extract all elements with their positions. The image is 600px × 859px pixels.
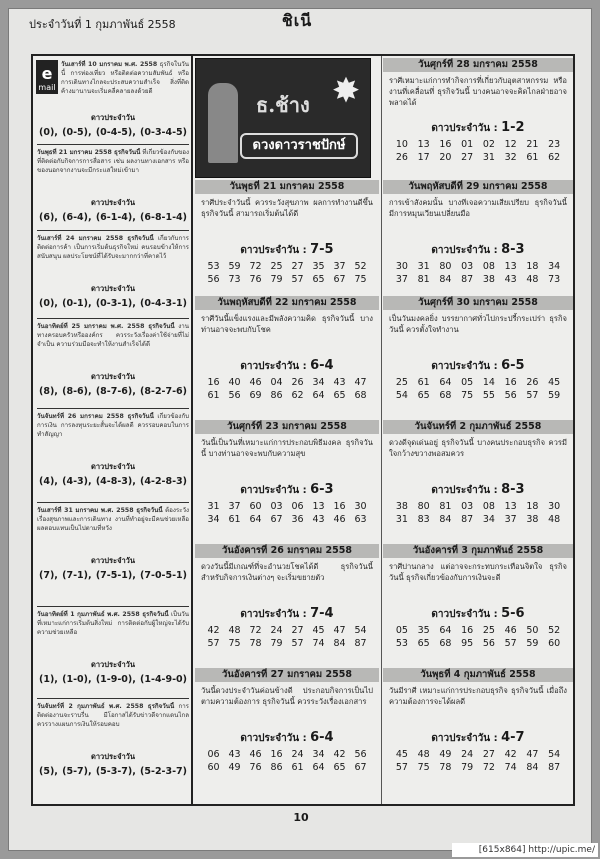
star-label: ดาวประจำวัน [90,660,136,669]
block-heading: วันอังคารที่ 27 มกราคม 2558 [195,668,379,682]
block-text: ดวงวันนี้มีเกณฑ์ที่จะอำนวยโชคได้ดี ธุรกิจวันนี้ สำหรับกิจการเงินต่างๆ จะเริ่มขยายตัว [201,562,373,582]
number-grid: 30 31 80 03 08 13 18 34 37 81 84 87 38 43 48 73 [395,261,561,285]
lucky-pair: (0-1), [62,298,92,309]
star-label: ดาวประจำวัน : [240,609,307,620]
lucky-pair: (5), [39,766,58,777]
lucky-pair: (5-2-3-7) [140,766,187,777]
star-number: 7-5 [310,242,334,257]
star-label: ดาวประจำวัน [90,284,136,293]
number-grid: 16 40 46 04 26 34 43 47 61 56 69 86 62 64 65 68 [207,377,367,401]
block-text: ราศีประจำวันนี้ ควรระวังสุขภาพ ผลการทำงานดีขึ้น ธุรกิจวันนี้ สามารถเริ่มต้นได้ดี [201,198,373,218]
lucky-pair: (1-4-9-0) [140,674,187,685]
lucky-pair: (8), [39,386,58,397]
lucky-pair: (7-5-1), [95,570,136,581]
star-number: 4-7 [501,730,525,745]
star-label: ดาวประจำวัน [90,113,136,122]
page-number: 10 [293,811,309,824]
column-banner [195,58,371,178]
lucky-pair: (8-7-6), [95,386,136,397]
left-column [33,56,193,804]
lucky-pair: (0), [39,127,58,138]
lucky-pair: (0-3-1), [95,298,136,309]
star-label: ดาวประจำวัน : [240,733,307,744]
lucky-pair: (6-4), [62,212,92,223]
newspaper-page [8,8,592,851]
block-heading: วันพุธที่ 4 กุมภาพันธ์ 2558 [383,668,573,682]
forecast-block [383,544,573,662]
lucky-pair: (5-7), [62,766,92,777]
block-text: ราศีปานกลาง แต่อาจจะกระทบกระเทือนจิตใจ ธุรกิจวันนี้ ธุรกิจเกี่ยวข้องกับการเงินจะดี [389,562,567,582]
lucky-pair: (0-4-5), [95,127,136,138]
left-entry: วันเสาร์ที่ 24 มกราคม 2558 ธุรกิจวันนี้ เกี่ยวกับการติดต่อการค้า เป็นการเริ่มต้นธุรกิจใหม่ คนรอบข้างให้การสนับสนุน ผลประโยชน์ที่ได้รับจะมากกว่าที่คาดไว้ ดาวประจำวัน (0), (0-1), (0-3-1), (0-4-3-1) [37,235,189,309]
number-grid: 45 48 49 24 27 42 47 54 57 75 78 79 72 74 84 87 [395,749,561,773]
forecast-block [195,668,379,802]
star-label: ดาวประจำวัน [90,198,136,207]
lucky-pair: (6), [39,212,58,223]
masthead-logo: ชิเนี [281,11,313,30]
forecast-block [195,544,379,662]
block-heading: วันอังคารที่ 26 มกราคม 2558 [195,544,379,558]
lucky-pair: (7-1), [62,570,92,581]
star-label: ดาวประจำวัน : [431,361,498,372]
divider [37,502,189,503]
lucky-pair: (4-3), [62,476,92,487]
number-grid: 42 48 72 24 27 45 47 54 57 75 78 79 57 74 84 87 [207,625,367,649]
block-heading: วันอังคารที่ 3 กุมภาพันธ์ 2558 [383,544,573,558]
number-grid: 38 80 81 03 08 13 18 30 31 83 84 87 34 37 38 48 [395,501,561,525]
left-entry: วันอาทิตย์ที่ 25 มกราคม พ.ศ. 2558 ธุรกิจวันนี้ งานทางครอบครัวหรือองค์กร ควรระวังเรื่องค่าใช้จ่ายที่ไม่จำเป็น ความร่วมมือจะทำให้งานสำเร็จได้ดี ดาวประจำวัน (8), (8-6), (8-7-6), (8-2-7-6) [37,323,189,397]
star-number: 6-3 [310,482,334,497]
lucky-pair: (4-8-3), [95,476,136,487]
lucky-pair: (0), [39,298,58,309]
star-number: 6-4 [310,730,334,745]
number-grid: 31 37 60 03 06 13 16 30 34 61 64 67 36 43 46 63 [207,501,367,525]
star-number: 6-4 [310,358,334,373]
number-grid: 05 35 64 16 25 46 50 52 53 65 68 95 56 57 59 60 [395,625,561,649]
content-frame [31,54,575,806]
column-divider [381,56,382,804]
block-text: วันนี้เป็นวันที่เหมาะแก่การประกอบพิธีมงคล ธุรกิจวันนี้ บางท่านอาจจะพบกับความสุข [201,438,373,458]
block-text: ราศีวันนี้แข็งแรงและมีพลังความคิด ธุรกิจวันนี้ บางท่านอาจจะพบกับโชค [201,314,373,334]
star-label: ดาวประจำวัน : [240,485,307,496]
lucky-pair: (1-0), [62,674,92,685]
block-text: วันมีราศี เหมาะแก่การประกอบธุรกิจ ธุรกิจวันนี้ เมื่อถึงความต้องการจะได้ผลดี [389,686,567,706]
lucky-pair: (6-1-4), [95,212,136,223]
lucky-pair: (1), [39,674,58,685]
star-label: ดาวประจำวัน : [431,123,498,134]
lucky-pair: (7-0-5-1) [140,570,187,581]
block-text: ดวงดีจุดเด่นอยู่ ธุรกิจวันนี้ บางคนประกอบธุรกิจ ควรมีใจกว้างขวางพอสมควร [389,438,567,458]
block-heading: วันศุกร์ที่ 30 มกราคม 2558 [383,296,573,310]
left-entry: วันเสาร์ที่ 10 มกราคม พ.ศ. 2558 ธุรกิจในวันนี้ การท่องเที่ยว หรือติดต่อความสัมพันธ์ หรือการเดินทางไกลจะประสบความสำเร็จ สิ่งที่ติดค้างมานานจะเริ่มคลี่คลายลงด้วยดี [61,61,189,95]
block-heading: วันพฤหัสบดีที่ 22 มกราคม 2558 [195,296,379,310]
left-entry: วันเสาร์ที่ 31 มกราคม พ.ศ. 2558 ธุรกิจวันนี้ ต้องระวังเรื่องสุขภาพและการเดินทาง งานที่ทำอยู่จะมีคนช่วยเหลือ ผลตอบแทนเป็นไปตามที่หวัง ดาวประจำวัน (7), (7-1), (7-5-1), (7-0-5-1) [37,507,189,581]
figure-illustration [208,83,238,163]
left-entry: วันอาทิตย์ที่ 1 กุมภาพันธ์ พ.ศ. 2558 ธุรกิจวันนี้ เป็นวันที่เหมาะแก่การเริ่มต้นสิ่งใหม่ การติดต่อกับผู้ใหญ่จะได้รับความช่วยเหลือ ดาวประจำวัน (1), (1-0), (1-9-0), (1-4-9-0) [37,611,189,685]
block-heading: วันพฤหัสบดีที่ 29 มกราคม 2558 [383,180,573,194]
star-number: 1-2 [501,120,525,135]
block-text: วันนี้ดวงประจำวันค่อนข้างดี ประกอบกิจการเป็นไปตามความต้องการ ธุรกิจวันนี้ ควรระวังเรื่องเอกสาร [201,686,373,706]
divider [37,606,189,607]
banner-title: ธ.ช้าง [256,93,310,117]
forecast-block [383,296,573,414]
star-label: ดาวประจำวัน : [431,485,498,496]
star-label: ดาวประจำวัน : [240,245,307,256]
block-heading: วันศุกร์ที่ 28 มกราคม 2558 [383,58,573,72]
left-entry: วันจันทร์ที่ 26 มกราคม 2558 ธุรกิจวันนี้ เกี่ยวข้องกับการเงิน การลงทุนระยะสั้นจะได้ผลดี ควรรอบคอบในการทำสัญญา ดาวประจำวัน (4), (4-3), (4-8-3), (4-2-8-3) [37,413,189,487]
number-grid: 53 59 72 25 27 35 37 52 56 73 76 79 57 65 67 75 [207,261,367,285]
star-number: 5-6 [501,606,525,621]
forecast-block [195,296,379,414]
block-heading: วันจันทร์ที่ 2 กุมภาพันธ์ 2558 [383,420,573,434]
number-grid: 25 61 64 05 14 16 26 45 54 65 68 75 55 56 57 59 [395,377,561,401]
star-number: 6-5 [501,358,525,373]
star-number: 8-3 [501,242,525,257]
lucky-pair: (8-2-7-6) [140,386,187,397]
number-grid: 10 13 16 01 02 12 21 23 26 17 20 27 31 32 61 62 [395,139,561,163]
block-text: เป็นวันมงคลยิ่ง บรรยากาศทั่วไปกระปรี้กระเปร่า ธุรกิจวันนี้ ควรตั้งใจทำงาน [389,314,567,334]
image-caption: [615x864] http://upic.me/ [452,843,598,857]
email-icon: e mail [36,60,58,94]
block-text: ราศีเหมาะแก่การทำกิจการที่เกี่ยวกับอุตสาหกรรม หรืองานที่เคลื่อนที่ ธุรกิจวันนี้ บางคนอาจจะคิดไกลฝ่ายอาจพลาดได้ [389,76,567,107]
star-number: 8-3 [501,482,525,497]
forecast-block [383,58,573,174]
divider [37,230,189,231]
forecast-block [195,180,379,290]
lucky-pair: (0-5), [62,127,92,138]
block-text: การเข้าสังคมนั้น บางทีเจอความเสียเปรียบ ธุรกิจวันนี้ มีการหมุนเวียนเปลี่ยนมือ [389,198,567,218]
left-entry: วันจันทร์ที่ 2 กุมภาพันธ์ พ.ศ. 2558 ธุรกิจวันนี้ การติดต่องานจะราบรื่น มีโอกาสได้รับข่าวดีจากแดนไกล ควรวางแผนการเงินให้รอบคอบ ดาวประจำวัน (5), (5-7), (5-3-7), (5-2-3-7) [37,703,189,777]
block-heading: วันศุกร์ที่ 23 มกราคม 2558 [195,420,379,434]
banner-subtitle: ดวงดาวราชปักษ์ [240,133,358,159]
forecast-block [195,420,379,538]
starburst-icon: ✸ [331,71,361,111]
lucky-pair: (5-3-7), [95,766,136,777]
lucky-pair: (1-9-0), [95,674,136,685]
star-label: ดาวประจำวัน [90,462,136,471]
lucky-pair: (8-6), [62,386,92,397]
star-label: ดาวประจำวัน [90,372,136,381]
star-label: ดาวประจำวัน : [431,733,498,744]
divider [37,318,189,319]
lucky-pair: (4), [39,476,58,487]
left-entry-numbers [37,108,189,138]
lucky-pair: (7), [39,570,58,581]
forecast-block [383,180,573,290]
star-label: ดาวประจำวัน : [240,361,307,372]
block-heading: วันพุธที่ 21 มกราคม 2558 [195,180,379,194]
number-grid: 06 43 46 16 24 34 42 56 60 49 76 86 61 64 65 67 [207,749,367,773]
divider [37,408,189,409]
star-label: ดาวประจำวัน [90,556,136,565]
issue-date: ประจำวันที่ 1 กุมภาพันธ์ 2558 [29,18,176,31]
star-label: ดาวประจำวัน [90,752,136,761]
left-entry: วันพุธที่ 21 มกราคม 2558 ธุรกิจวันนี้ ที่เกี่ยวข้องกับของที่ติดต่อกับกิจการการสื่อสาร เช่น ผลงานทางเอกสาร หรือของนอกจากงานจะมีกระแสใหม่เข้ามา ดาวประจำวัน (6), (6-4), (6-1-4), (6-8-1-4) [37,149,189,223]
lucky-pair: (4-2-8-3) [140,476,187,487]
lucky-pair: (0-4-3-1) [140,298,187,309]
divider [37,698,189,699]
star-label: ดาวประจำวัน : [431,245,498,256]
forecast-block [383,420,573,538]
forecast-block [383,668,573,802]
divider [37,144,189,145]
lucky-pair: (0-3-4-5) [140,127,187,138]
star-label: ดาวประจำวัน : [431,609,498,620]
lucky-pair: (6-8-1-4) [140,212,187,223]
star-number: 7-4 [310,606,334,621]
